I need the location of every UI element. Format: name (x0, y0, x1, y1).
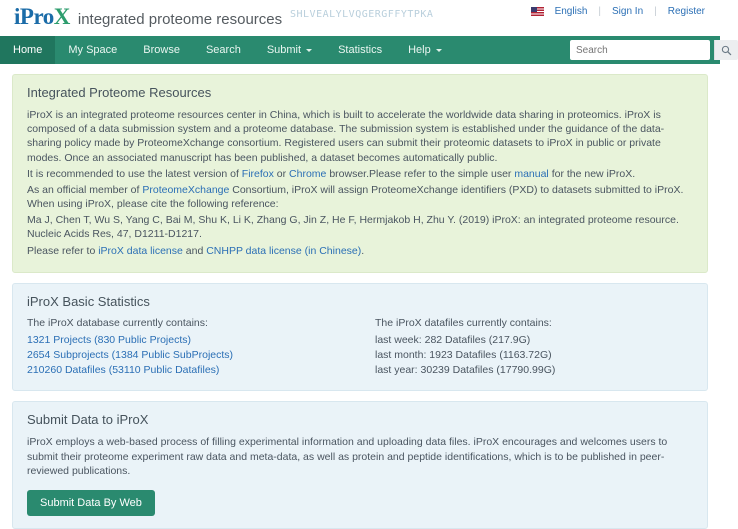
nav-label: Browse (143, 44, 180, 56)
page-content (0, 64, 720, 529)
submit-panel-title: Submit Data to iProX (27, 412, 149, 428)
firefox-link[interactable]: Firefox (241, 167, 274, 180)
statistics-datafiles-column (375, 317, 693, 379)
nav-item-my-space[interactable] (55, 36, 130, 64)
logo-tagline: integrated proteome resources (77, 11, 283, 28)
nav-item-statistics[interactable] (325, 36, 395, 64)
license-prefix: Please refer to (27, 244, 99, 257)
main-navigation (0, 36, 720, 64)
logo-text: iProX (14, 4, 70, 29)
nav-item-submit[interactable] (254, 36, 325, 64)
statistics-columns (27, 317, 693, 379)
nav-label: My Space (68, 44, 118, 56)
nav-item-help[interactable] (395, 36, 455, 64)
iprox-data-license-link[interactable]: iProX data license (98, 244, 183, 257)
intro-p2-mid: browser.Please refer to the simple user (326, 167, 515, 180)
stat-last-week: last week: 282 Datafiles (217.9G) (375, 333, 531, 346)
statistics-database-column (27, 317, 345, 379)
intro-panel-title: Integrated Proteome Resources (27, 85, 212, 100)
intro-p2-prefix: It is recommended to use the latest version of (27, 167, 242, 180)
statistics-panel-title: iProX Basic Statistics (27, 293, 150, 309)
search-box (570, 40, 710, 60)
nav-item-home[interactable] (0, 36, 55, 64)
cnhpp-data-license-link[interactable]: CNHPP data license (in Chinese) (206, 244, 362, 257)
citation-text: Ma J, Chen T, Wu S, Yang C, Bai M, Shu K, Li K, Zhang G, Jin Z, He F, Hermjakob H, Zhu Y. (2019) iProX: an integrated proteome resource. Nucleic Acids Res, 47, D1211-D1217. (27, 214, 679, 241)
nav-label: Statistics (338, 44, 383, 56)
intro-p2-suffix: for the new iProX. (548, 167, 636, 180)
intro-paragraph-2 (27, 167, 693, 181)
license-line (27, 244, 693, 258)
chevron-down-icon (306, 49, 312, 52)
intro-panel (12, 74, 708, 273)
stat-subprojects-link[interactable]: 2654 Subprojects (1384 Public SubProjects) (27, 348, 234, 361)
stat-last-year: last year: 30239 Datafiles (17790.99G) (375, 364, 556, 377)
nav-label: Search (205, 44, 241, 56)
statistics-panel (12, 283, 708, 392)
datafiles-heading: The iProX datafiles currently contains: (375, 316, 552, 329)
header-separator-2: | (654, 6, 657, 17)
site-logo[interactable] (14, 4, 282, 30)
intro-p2-or: or (273, 167, 290, 180)
nav-item-browse[interactable] (130, 36, 193, 64)
nav-label: Home (13, 44, 43, 56)
stat-subprojects (27, 348, 345, 363)
nav-item-search[interactable] (193, 36, 254, 64)
stat-datafiles-link[interactable]: 210260 Datafiles (53110 Public Datafiles) (27, 364, 220, 377)
nav-label: Help (408, 44, 431, 56)
intro-p3-prefix: As an official member of (27, 183, 143, 196)
user-manual-link[interactable]: manual (514, 167, 549, 180)
submit-data-by-web-button[interactable]: Submit Data By Web (27, 490, 155, 516)
site-header (0, 0, 720, 36)
logo-x-letter: X (53, 4, 70, 29)
license-and: and (182, 244, 207, 257)
chevron-down-icon (436, 49, 442, 52)
proteomexchange-link[interactable]: ProteomeXchange (142, 183, 230, 196)
search-icon (721, 45, 732, 56)
stat-projects-link[interactable]: 1321 Projects (830 Public Projects) (27, 333, 191, 346)
intro-p3-suffix: Consortium, iProX will assign ProteomeXchange identifiers (PXD) to datasets submitted to iProX. When using iProX, please cite the following reference: (27, 183, 684, 211)
stat-projects (27, 333, 345, 348)
header-separator-1: | (598, 6, 601, 17)
peptide-sequence-decoration: SHLVEALYLVQGERGFFYTPKA (290, 9, 434, 20)
intro-paragraph-1: iProX is an integrated proteome resources center in China, which is built to accelerate the worldwide data sharing in proteomics. iProX is composed of a data submission system and a proteome database. The submission system is established under the guidance of the data-sharing policy made by ProteomeXchange consortium. Registered users can submit their proteomic datasets to iProX in public or private modes. Once an associated manuscript has been published, a dataset becomes automatically public. (27, 109, 665, 164)
submit-description: iProX employs a web-based process of filling experimental information and uploading data files. iProX encourages and welcomes users to submit their proteome experiment raw data and meta-data, as well as protein and peptide identifications, which is to be published in peer-reviewed publications. (27, 436, 668, 477)
stat-last-month: last month: 1923 Datafiles (1163.72G) (375, 348, 552, 361)
header-utility-links (531, 6, 710, 17)
us-flag-icon (531, 7, 544, 16)
nav-label: Submit (266, 44, 302, 56)
database-heading: The iProX database currently contains: (27, 316, 208, 329)
submit-panel (12, 401, 708, 529)
sign-in-link[interactable]: Sign In (612, 6, 644, 17)
intro-paragraph-3 (27, 183, 693, 211)
license-suffix: . (361, 244, 365, 257)
stat-datafiles (27, 363, 345, 378)
chrome-link[interactable]: Chrome (289, 167, 327, 180)
search-button[interactable] (714, 40, 738, 60)
language-link[interactable]: English (554, 6, 588, 17)
register-link[interactable]: Register (667, 6, 705, 17)
search-input[interactable] (570, 41, 714, 59)
